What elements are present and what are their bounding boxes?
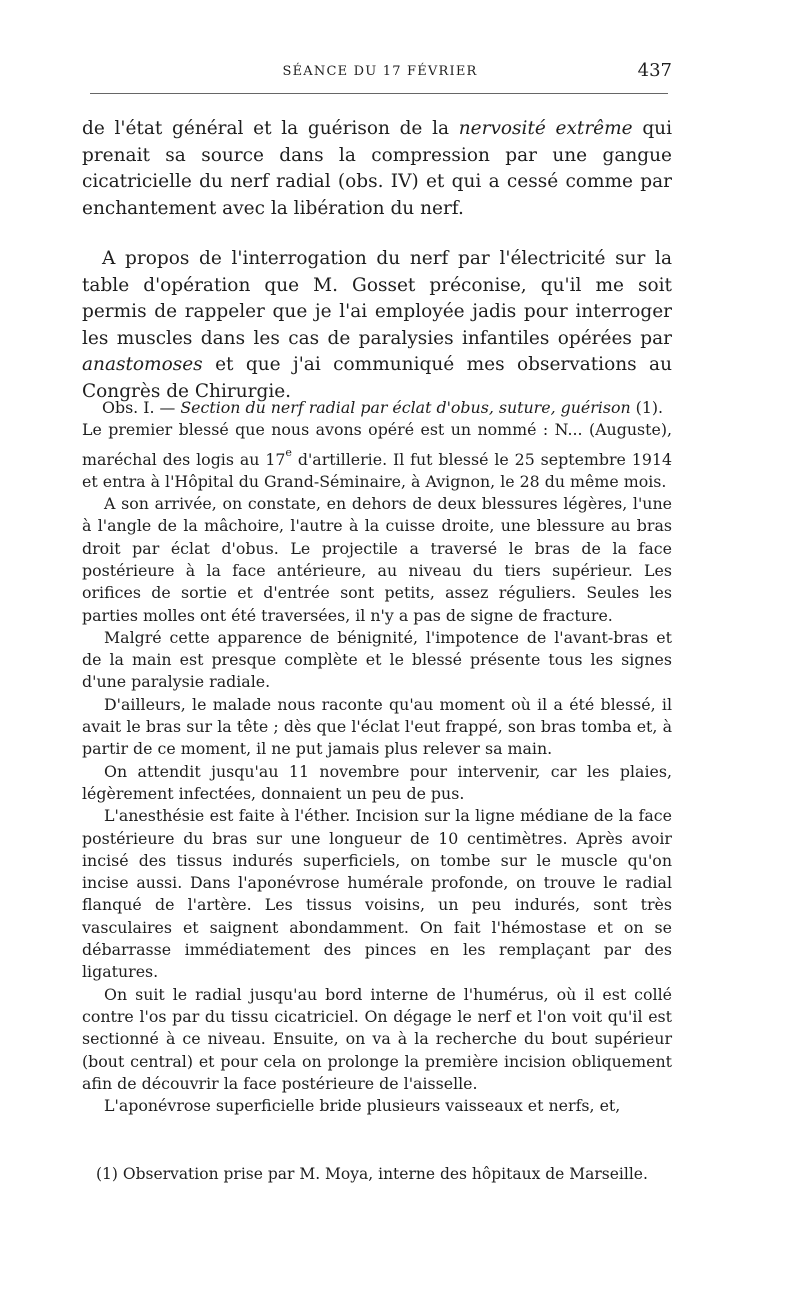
observation-title: Section du nerf radial par éclat d'obus, suture, guérison xyxy=(180,398,631,417)
observation-heading: Obs. I. — Section du nerf radial par éclat d'obus, suture, guérison (1). Le premier blessé que nous avons opéré est un nommé : N... (Auguste), maréchal des logis au 17e d'artillerie. Il fut blessé le 25 septembre 1914 et entra à l'Hôpital du Grand-Séminaire, à Avignon, le 28 du même mois. xyxy=(82,398,672,491)
observation-paragraph: On attendit jusqu'au 11 novembre pour intervenir, car les plaies, légèrement infectées, donnaient un peu de pus. xyxy=(82,761,672,803)
emphasis-anastomoses: anastomoses xyxy=(82,354,203,375)
main-paragraph-1: de l'état général et la guérison de la nervosité extrême qui prenait sa source dans la compression par une gangue cicatricielle du nerf radial (obs. IV) et qui a cessé comme par enchantement avec la libération du nerf. xyxy=(82,118,672,219)
main-text xyxy=(82,116,672,405)
observation-block xyxy=(82,397,672,1117)
footnote-reference: (1). xyxy=(630,398,664,417)
footnote-marker: (1) xyxy=(96,1165,118,1183)
observation-paragraph: A son arrivée, on constate, en dehors de deux blessures légères, l'une à l'angle de la mâchoire, l'autre à la cuisse droite, une blessure au bras droit par éclat d'obus. Le projectile a traversé le bras de la face postérieure à la face antérieure, au niveau du tiers supérieur. Les orifices de sortie et d'entrée sont petits, assez réguliers. Seules les parties molles ont été traversées, il n'y a pas de signe de fracture. xyxy=(82,494,672,625)
observation-paragraph: L'anesthésie est faite à l'éther. Incision sur la ligne médiane de la face postérieure du bras sur une longueur de 10 centimètres. Après avoir incisé des tissus indurés superficiels, on tombe sur le muscle qu'on incise aussi. Dans l'aponévrose humérale profonde, on trouve le radial flanqué de l'artère. Les tissus voisins, un peu indurés, sont très vasculaires et saignent abondamment. On fait l'hémostase et on se débarrasse immédiatement des pinces en les remplaçant par des ligatures. xyxy=(82,806,672,982)
running-title: SÉANCE DU 17 FÉVRIER xyxy=(282,64,478,79)
observation-paragraph: L'aponévrose superficielle bride plusieurs vaisseaux et nerfs, et, xyxy=(104,1096,621,1116)
page-number: 437 xyxy=(637,60,672,81)
header-rule xyxy=(90,93,668,94)
emphasis-nervosite: nervosité extrême xyxy=(458,118,633,139)
footnote xyxy=(96,1165,648,1183)
running-header xyxy=(88,58,672,86)
observation-paragraph: D'ailleurs, le malade nous raconte qu'au moment où il a été blessé, il avait le bras sur la tête ; dès que l'éclat l'eut frappé, son bras tomba et, à partir de ce moment, il ne put jamais plus relever sa main. xyxy=(82,694,672,759)
observation-paragraph: On suit le radial jusqu'au bord interne de l'humérus, où il est collé contre l'os par du tissu cicatriciel. On dégage le nerf et l'on voit qu'il est sectionné à ce niveau. Ensuite, on va à la recherche du bout supérieur (bout central) et pour cela on prolonge la première incision obliquement afin de découvrir la face postérieure de l'aisselle. xyxy=(82,984,672,1093)
footnote-text: Observation prise par M. Moya, interne des hôpitaux de Marseille. xyxy=(117,1165,648,1183)
observation-label: Obs. I. xyxy=(102,398,155,417)
main-paragraph-2: A propos de l'interrogation du nerf par l'électricité sur la table d'opération que M. Gosset préconise, qu'il me soit permis de rappeler que je l'ai employée jadis pour interroger les muscles dans les cas de paralysies infantiles opérées par anastomoses et que j'ai communiqué mes observations au Congrès de Chirurgie. xyxy=(82,248,672,402)
observation-paragraph: Malgré cette apparence de bénignité, l'impotence de l'avant-bras et de la main est presque complète et le blessé présente tous les signes d'une paralysie radiale. xyxy=(82,627,672,692)
